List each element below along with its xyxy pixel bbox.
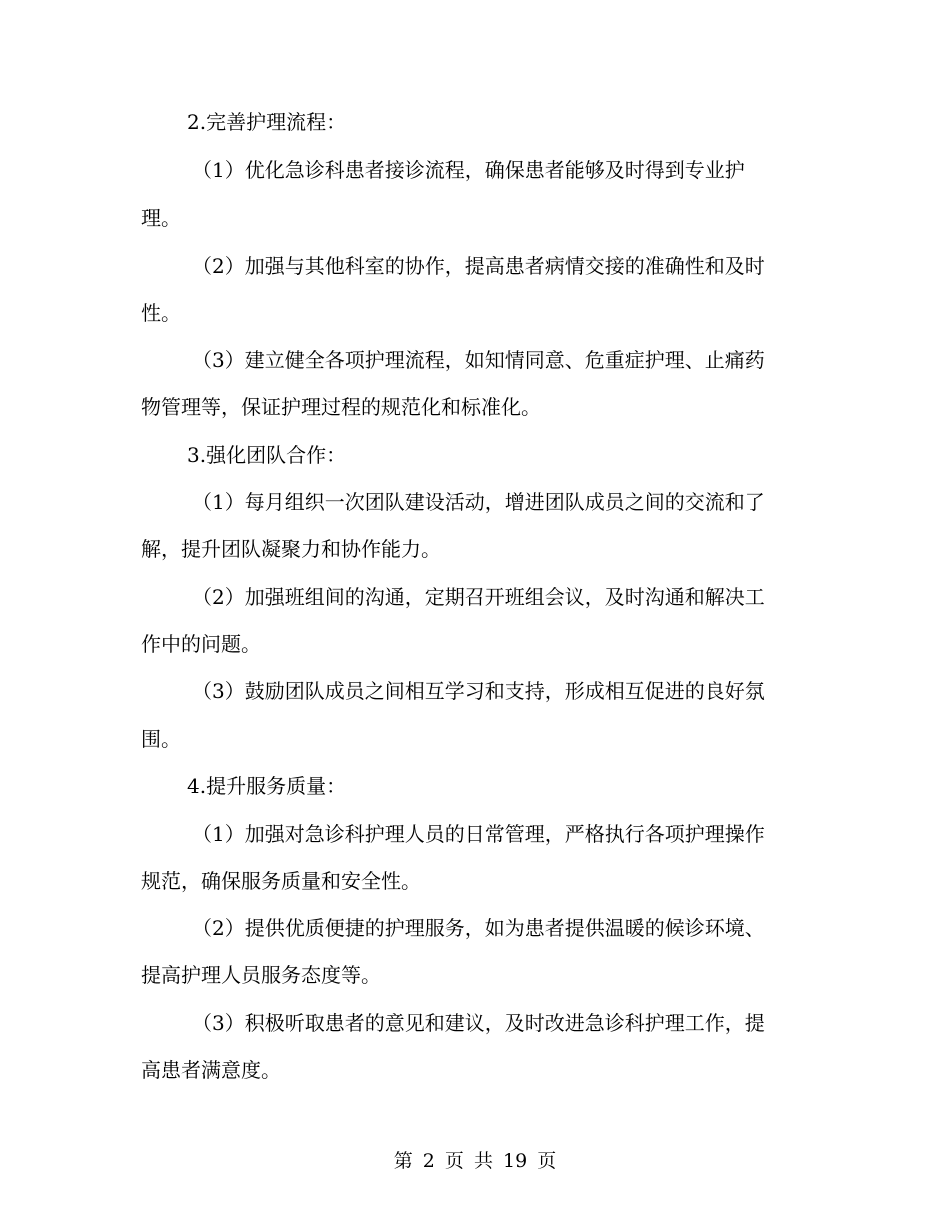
- page-number-footer: 第 2 页 共 19 页: [393, 1150, 557, 1172]
- paragraph-line: 围。: [141, 727, 181, 751]
- paragraph-line: 理。: [141, 206, 181, 230]
- paragraph-line: 物管理等，保证护理过程的规范化和标准化。: [141, 395, 541, 419]
- paragraph-line: （2）加强与其他科室的协作，提高患者病情交接的准确性和及时: [192, 254, 765, 278]
- paragraph-line: 解，提升团队凝聚力和协作能力。: [141, 537, 441, 561]
- paragraph-line: （2）加强班组间的沟通，定期召开班组会议，及时沟通和解决工: [192, 585, 765, 609]
- paragraph-line: （1）加强对急诊科护理人员的日常管理，严格执行各项护理操作: [192, 822, 765, 846]
- paragraph-line: 高患者满意度。: [141, 1058, 281, 1082]
- section-heading: 2.完善护理流程：: [187, 110, 347, 134]
- paragraph-line: （1）优化急诊科患者接诊流程，确保患者能够及时得到专业护: [192, 158, 745, 182]
- paragraph-line: （3）建立健全各项护理流程，如知情同意、危重症护理、止痛药: [192, 348, 765, 372]
- paragraph-line: 作中的问题。: [141, 632, 261, 656]
- paragraph-line: （1）每月组织一次团队建设活动，增进团队成员之间的交流和了: [192, 490, 765, 514]
- paragraph-line: （2）提供优质便捷的护理服务，如为患者提供温暖的候诊环境、: [192, 916, 765, 940]
- section-heading: 4.提升服务质量：: [187, 774, 347, 798]
- paragraph-line: （3）积极听取患者的意见和建议，及时改进急诊科护理工作，提: [192, 1011, 765, 1035]
- paragraph-line: 规范，确保服务质量和安全性。: [141, 869, 421, 893]
- paragraph-line: 提高护理人员服务态度等。: [141, 963, 381, 987]
- paragraph-line: 性。: [141, 301, 181, 325]
- section-heading: 3.强化团队合作：: [187, 443, 347, 467]
- paragraph-line: （3）鼓励团队成员之间相互学习和支持，形成相互促进的良好氛: [192, 679, 765, 703]
